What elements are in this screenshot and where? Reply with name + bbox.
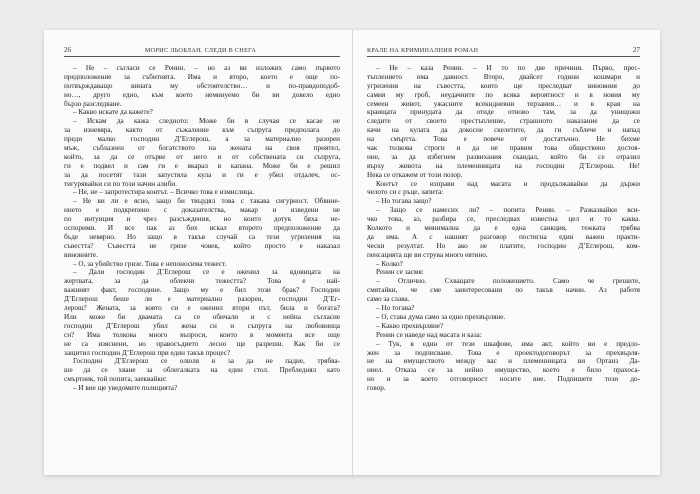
text-line: – О, за убийство гризе. Това е непоносима тежест. — [73, 259, 227, 268]
text-line: ние, за да избегнем развихания скандал, който би се отразил — [367, 152, 640, 161]
text-line: краищата принудата да отиде отново там, за да унищожи — [367, 108, 640, 117]
text-line: бързо разследване. — [64, 99, 122, 108]
text-line: за да посетят тази запустяла кула и ги е убил отдалеч, ос- — [64, 170, 340, 179]
text-line: семеен живот, ужасните всекидневни терзания… и в края на — [367, 99, 640, 108]
text-line: Контът се изправи над масата и продължавайки да държи — [376, 179, 640, 188]
text-line: потвърждаващо вината му обстоятелство… и по-правдоподоб- — [64, 81, 340, 90]
text-line: – Отлично. Схващате положението. Само че грешите, — [376, 277, 640, 286]
text-line: – Какво прехвърляне? — [376, 321, 444, 330]
text-line: по интуиция и чрез разсъждения, но които дотук бяха не- — [64, 215, 340, 224]
text-line: но и за което отговорност носите вие. Подпишете този до- — [367, 375, 640, 384]
text-line: чко това, аз, разбира се, преследвах известна цел и то каква. — [367, 215, 640, 224]
left-page-number: 26 — [64, 46, 71, 54]
left-page — [44, 30, 352, 475]
text-line: Или може би двамата са се обичали и с нейна съгласие — [64, 312, 340, 321]
text-line: тигурявайки си по този начин алиби. — [64, 179, 177, 188]
right-page — [352, 30, 660, 475]
text-line: – И вие ще уведомите полицията? — [73, 384, 178, 393]
text-line: ги е подвел и сам ги е вкарал в капана. Може би е решил — [64, 161, 340, 170]
text-line: жен за подписване. Това е проектодоговорът за прехвърля- — [367, 348, 640, 357]
text-line: самия му гроб, неудачните по всяка вероятност и в новия му — [367, 90, 640, 99]
left-page-header: МОРИС ЛЬОБЛАН. СЛЕДИ В СНЕГА — [144, 47, 257, 54]
text-line: преди малко господин Д’Еглерош, а за материално разорен — [64, 135, 340, 144]
text-line: лерош? Жената, за която си е оженил втори път, била и богата? — [64, 304, 340, 313]
text-line: ше да се хване за облегалката на един стол. Пребледнял като — [64, 366, 340, 375]
text-line: тъплението има давност. Второ, двайсет години кошмари и — [367, 72, 640, 81]
text-line: – Искам да кажа следното: Може би в случая се касае не — [73, 117, 340, 126]
text-line: качи на кулата да докосне скелетите, да ги съблече и напад — [367, 126, 640, 135]
text-line: пенсацията ще ви струва много евтино. — [367, 250, 488, 259]
text-line: за изневяра, както от съжаление към съпруга предполага до — [64, 126, 340, 135]
text-line: върху живота на племенницата на господин Д’Еглерош. Не! — [367, 161, 640, 170]
text-line: – Защо се намесих ли? – попита Ренин. – Разказвайки вси- — [376, 206, 640, 215]
text-line: следите от своето престъпление, страшното наказание да се — [367, 117, 640, 126]
text-line: господин Д’Еглерош убил жена си и съпруга на любовница — [64, 321, 340, 330]
text-line: Господин Д’Еглерош се олюля и за да не падне, трябва- — [73, 357, 340, 366]
text-line: на смъртта. Това е повече от достатъчно. Не бихме — [367, 135, 640, 144]
text-line: важният факт, господине. Защо му е бил този брак? Господин — [64, 286, 340, 295]
text-line: виновните. — [64, 250, 98, 259]
text-line: угризения на съвестта, които ще преследват виновния до — [367, 81, 640, 90]
text-line: – О, става дума само за едно прехвърляне. — [376, 312, 506, 321]
text-line: жертвата, за да облекчи тежестта? Това е най- — [64, 277, 340, 286]
right-running-head — [367, 46, 640, 57]
text-line: Д’Еглерош беше ли е материално разорен, господин Д’Ег- — [64, 295, 340, 304]
text-line: Ренин се наведе над масата и каза: — [376, 330, 482, 339]
text-line: – Но тогава? — [376, 304, 415, 313]
text-line: нието е подкрепено с доказателства, макар и изведени не — [64, 206, 340, 215]
text-line: смъртник, той попита, заеквайки: — [64, 375, 167, 384]
text-line: който, за да се отърве от него и от собствената си съпруга, — [64, 152, 340, 161]
text-line: Ренин се засмя: — [376, 268, 424, 277]
left-running-head — [64, 46, 340, 57]
text-line: да има. А с нашият разговор постигна един важен практи- — [367, 232, 640, 241]
text-line: не на имуществото между вас и племенницата ви Ортанз Да- — [367, 357, 640, 366]
text-line: смятайки, че сме заинтересовани по такъв начин. Аз работя — [367, 286, 640, 295]
text-line: си? Има толкова много въпроси, които в момента все още — [64, 330, 340, 339]
text-line: – Не – съгласи се Ренин. – но аз ви изложих само първото — [73, 64, 340, 72]
text-line: – Не, не – запротестира контът. – Всичко това е измислица. — [73, 188, 255, 197]
text-line: чак толкова строги и да не правим това обществено достоя- — [367, 144, 640, 153]
text-line: мъж, съблазнен от богатството на жената на своя приятел, — [64, 144, 340, 153]
text-line: – Колко? — [376, 259, 403, 268]
text-line: не са изяснени, но правосъдието лесно ще разреши. Как би се — [64, 339, 340, 348]
text-line: – Тук, в един от тези шкафове, има акт, който ви е предло- — [376, 339, 640, 348]
right-page-header: КРАЛЕ НА КРИМИНАЛНИЯ РОМАН — [367, 47, 479, 54]
text-line: – Не – каза Ренин. – И то по две причини. Първо, прес- — [376, 64, 640, 72]
text-line: Колкото и минимална да е една санкция, тежката трябва — [367, 224, 640, 233]
left-page-body — [64, 64, 340, 393]
text-line: – Не ви ли е ясно, защо би твърдял това с такава сигурност. Обвине- — [73, 197, 340, 206]
text-line: бъде невярно. Но защо в такъв случай са тези угризения на — [64, 232, 340, 241]
text-line: – Какво искате да кажете? — [73, 108, 153, 117]
text-line: ниел. Отказа се за нейно имущество, което е било прахоса- — [367, 366, 640, 375]
text-line: но…, друго едно, към което неминуемо би ви довело едно — [64, 90, 340, 99]
book-spread — [44, 30, 660, 475]
text-line: оспорими. И все пак аз бих искал второто предположение да — [64, 224, 340, 233]
text-line: чески резултат. Но ако не платите, господин Д’Еглерош, ком- — [367, 241, 640, 250]
text-line: само за слава. — [367, 295, 410, 304]
text-line: Нека се откажем от този позор. — [367, 170, 463, 179]
right-page-number: 27 — [633, 46, 640, 54]
text-line: съвестта? Съвестта не гризе човек, който просто е наказал — [64, 241, 340, 250]
text-line: говор. — [367, 384, 386, 393]
right-page-body — [367, 64, 640, 393]
text-line: предположение за събитията. Има и второ, което е още по- — [64, 72, 340, 81]
text-line: – Дали господин Д’Еглерош се е оженил за вдовицата на — [73, 268, 340, 277]
text-line: – Но тогава защо? — [376, 197, 432, 206]
text-line: челото си с ръце, запита: — [367, 188, 444, 197]
text-line: защитил господин Д’Еглерош при един такъв процес? — [64, 348, 231, 357]
